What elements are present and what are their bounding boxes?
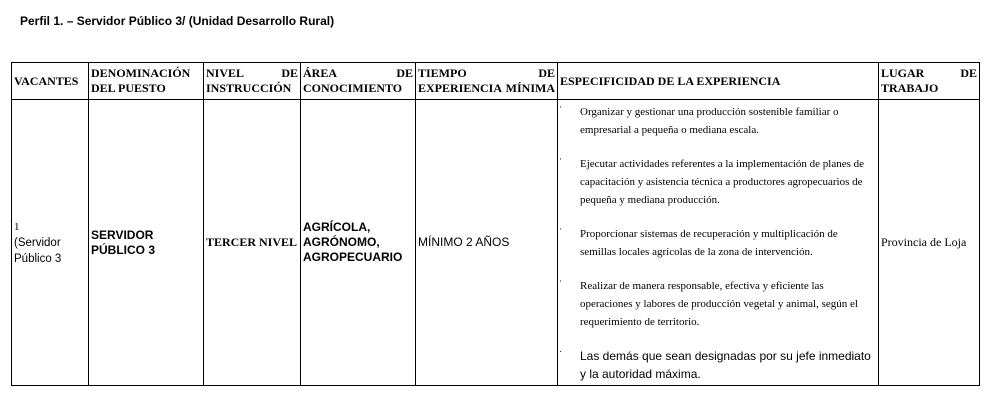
list-item: · Realizar de manera responsable, efectiva y eficiente las operaciones y labores de producción vegetal y animal, según el requerimiento de territorio. xyxy=(580,277,876,331)
profile-table xyxy=(11,62,980,386)
header-tiempo: TIEMPO DE EXPERIENCIA MÍNIMA xyxy=(416,63,558,100)
list-item: · Ejecutar actividades referentes a la implementación de planes de capacitación y asistencia técnica a productores agropecuarios de pequeña y mediana producción. xyxy=(580,155,876,209)
header-especificidad: ESPECIFICIDAD DE LA EXPERIENCIA xyxy=(558,63,879,100)
bullet-icon: · xyxy=(559,154,562,164)
cell-area: AGRÍCOLA, AGRÓNOMO, AGROPECUARIO xyxy=(301,100,416,386)
list-item: · Proporcionar sistemas de recuperación y multiplicación de semillas locales agrícolas de la zona de intervención. xyxy=(580,225,876,261)
cell-especificidad xyxy=(558,100,879,386)
list-item: · Organizar y gestionar una producción sostenible familiar o empresarial a pequeña o mediana escala. xyxy=(580,103,876,139)
bullet-icon: · xyxy=(559,224,562,234)
cell-tiempo: MÍNIMO 2 AÑOS xyxy=(416,100,558,386)
vacantes-number: 1 xyxy=(14,220,20,233)
header-denominacion: DENOMINACIÓN DEL PUESTO xyxy=(89,63,204,100)
list-item: · Las demás que sean designadas por su jefe inmediato y la autoridad máxima. xyxy=(580,347,876,383)
cell-nivel: TERCER NIVEL xyxy=(204,100,301,386)
page-title: Perfil 1. – Servidor Público 3/ (Unidad Desarrollo Rural) xyxy=(20,14,335,28)
cell-vacantes xyxy=(12,100,89,386)
table-header-row xyxy=(12,63,980,100)
header-lugar: LUGAR DE TRABAJO xyxy=(879,63,980,100)
header-nivel: NIVEL DE INSTRUCCIÓN xyxy=(204,63,301,100)
table-row xyxy=(12,100,980,386)
vacantes-label: (Servidor Público 3 xyxy=(14,236,62,265)
cell-denominacion: SERVIDOR PÚBLICO 3 xyxy=(89,100,204,386)
bullet-icon: · xyxy=(559,276,562,286)
experience-list xyxy=(558,100,878,383)
header-vacantes: VACANTES xyxy=(12,63,89,100)
bullet-icon: · xyxy=(559,346,562,356)
header-area: ÁREA DE CONOCIMIENTO xyxy=(301,63,416,100)
cell-lugar: Provincia de Loja xyxy=(879,100,980,386)
bullet-icon: · xyxy=(559,102,562,112)
